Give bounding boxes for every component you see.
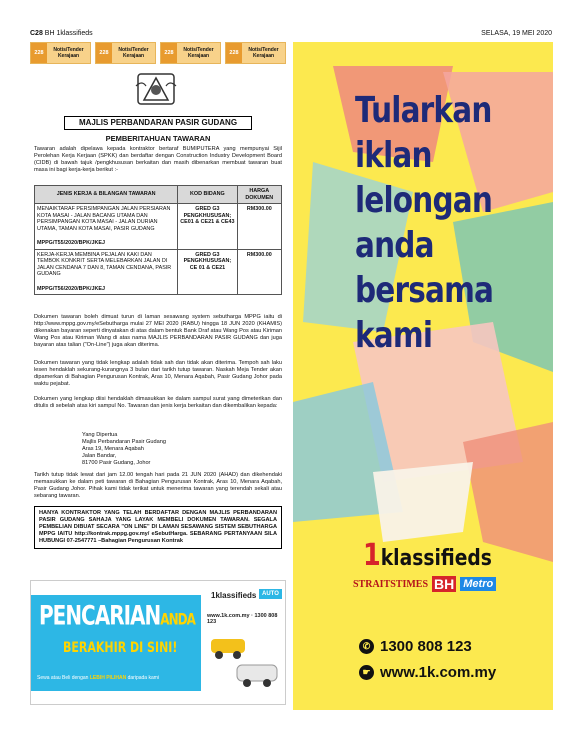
notice-title: PEMBERITAHUAN TAWARAN xyxy=(105,134,211,143)
closing-info: Tarikh tutup tidak lewat dari jam 12.00 tengah hari pada 21 JUN 2020 (AHAD) dan dikehendaki memasukkan ke dalam peti tawaran di Bahagian Pengurusan Kontrak, Aras 10, Menara Aqabah, Pasir Gudang Johor. Pihak kami tidak terikat untuk menerima tawaran yang terendah sekali atau sebarang tawaran. xyxy=(34,472,282,499)
ad-phone[interactable]: ✆ 1300 808 123 xyxy=(359,638,472,655)
category-tab[interactable] xyxy=(225,42,286,64)
category-tabs xyxy=(30,42,286,64)
bh-logo: BH xyxy=(434,576,455,592)
work-description: MENAIKTARAF PERSIMPANGAN JALAN PERSIARAN KOTA MASAI - JALAN BACANG UTAMA DAN PERSIMPANGAN KOTA MASAI - JALAN DURIAN UTAMA, TAMAN KOTA MASAI, PASIR GUDANG xyxy=(37,206,171,232)
auto-promo-banner[interactable] xyxy=(30,580,286,705)
field-code: GRED G3 PENGKHUSUSAN; CE01 & CE21 & CE43 xyxy=(178,204,237,250)
document-price: RM300.00 xyxy=(237,249,281,295)
tab-label: Notis/Tender Kerajaan xyxy=(47,43,90,63)
table-row xyxy=(35,249,282,295)
col-header-price: HARGA DOKUMEN xyxy=(237,186,281,204)
promo-contact: www.1k.com.my · 1300 808 123 xyxy=(207,613,278,625)
publication-logos xyxy=(353,576,496,592)
pointer-icon: ☛ xyxy=(359,665,374,680)
tab-label: Notis/Tender Kerajaan xyxy=(177,43,220,63)
tab-label: Notis/Tender Kerajaan xyxy=(112,43,155,63)
promo-subheadline: BERAKHIR DI SINI! xyxy=(63,639,178,656)
phone-icon: ✆ xyxy=(359,639,374,654)
org-title: MAJLIS PERBANDARAN PASIR GUDANG xyxy=(64,116,252,130)
section-name: BH 1klassifieds xyxy=(44,30,93,37)
submission-info: Dokumen yang lengkap diisi hendaklah dimasukkan ke dalam sampul surat yang dimeterikan dan ditulis di sebelah atas kiri sampul No. Tawaran dan jenis kerja berkaitan dan dikembalikan kepada: xyxy=(34,396,282,409)
promo-logo: 1klassifieds xyxy=(211,591,257,600)
tender-code: MPPG/T55/2020/BPK/JKEJ xyxy=(37,240,106,246)
tab-label: Notis/Tender Kerajaan xyxy=(242,43,285,63)
category-tab[interactable] xyxy=(95,42,156,64)
page-date: SELASA, 19 MEI 2020 xyxy=(481,30,552,37)
straits-times-logo: STRAITSTIMES xyxy=(353,578,429,590)
field-code: GRED G3 PENGKHUSUSAN; CE 01 & CE21 xyxy=(178,249,237,295)
table-row xyxy=(35,204,282,250)
klassifieds-logo: 1klassifieds xyxy=(363,538,492,573)
category-tab[interactable] xyxy=(30,42,91,64)
tab-number: 228 xyxy=(96,43,112,63)
col-header-work: JENIS KERJA & BILANGAN TAWARAN xyxy=(35,186,178,204)
download-info: Dokumen tawaran boleh dimuat turun di laman sesawang system sebutharga MPPG iaitu di http://www.mppg.gov.my/eSebutharga mulai 27 MEI 2020 (RABU) hingga 18 JUN 2020 (KHAMIS) dikenakan bayaran seperti dinyatakan di atas dalam bentuk Bank Draf atau Wang Pos atau Kiriman Wang Pos atau Kiriman Wang di atas nama MAJLIS PERBANDARAN PASIR GUDANG dan juga bayaran atas talian ("On-Line") juga akan diterima. xyxy=(34,314,282,348)
promo-headline: PENCARIANANDA xyxy=(39,599,195,632)
work-description: KERJA-KERJA MEMBINA PEJALAN KAKI DAN TEMBOK KONKRIT SERTA MELEBARKAN JALAN DI JALAN CENDANA 7 DAN 8, TAMAN CENDANA, PASIR GUDANG xyxy=(37,251,172,277)
council-crest-icon xyxy=(134,70,178,108)
category-tab[interactable] xyxy=(160,42,221,64)
ad-website-link[interactable]: ☛ www.1k.com.my xyxy=(359,664,496,681)
promo-tagline: Sewa atau Beli dengan LEBIH PILIHAN daripada kami xyxy=(37,675,160,681)
tab-number: 228 xyxy=(161,43,177,63)
page-code: C28 xyxy=(30,30,43,37)
tab-number: 228 xyxy=(31,43,47,63)
document-price: RM300.00 xyxy=(237,204,281,250)
tender-code: MPPG/T56/2020/BPK/JKEJ xyxy=(37,285,106,292)
metro-logo: Metro xyxy=(460,577,496,591)
tender-table xyxy=(34,185,282,295)
notice-intro: Tawaran adalah dipelawa kepada kontraktor bertaraf BUMIPUTERA yang mempunyai Sijil Perolehan Kerja Kerjaan (SPKK) dan berdaftar dengan Construction Industry Development Board (CIDB) di bawah tajuk /pengkhususan berkaitan dan masih dibenarkan membuat tawaran buat masa ini bagi kerja-kerja berikut :- xyxy=(34,146,282,173)
return-address: Yang Dipertua Majlis Perbandaran Pasir Gudang Aras 19, Menara Aqabah Jalan Bandar, 81700 Pasir Gudang, Johor xyxy=(82,432,166,466)
page-header xyxy=(30,28,552,40)
auto-badge: AUTO xyxy=(259,589,282,599)
col-header-code: KOD BIDANG xyxy=(178,186,237,204)
klassifieds-advert[interactable] xyxy=(293,42,553,710)
validity-info: Dokumen tawaran yang tidak lengkap adalah tidak sah dan tidak akan diterima. Tempoh sah laku lesen hendaklah sekurang-kurangnya 3 bulan dari tarikh tutup tawaran. Naskah Meja Tender akan dipamerkan di Bahagian Pengurusan Kontrak, Aras 10, Menara Aqabah, Pasir Gudang Johor pada waktu pejabat. xyxy=(34,360,282,387)
tab-number: 228 xyxy=(226,43,242,63)
registration-notice: HANYA KONTRAKTOR YANG TELAH BERDAFTAR DENGAN MAJLIS PERBANDARAN PASIR GUDANG SAHAJA YANG LAYAK MEMBELI DOKUMEN TAWARAN. SEGALA PEMBELIAN DIBUAT SECARA "ON LINE" DI LAMAN SESAWANG SISTEM SEBUTHARGA MPPG IAITU http://kontrak.mppg.gov.my/ eSebutHarga. SEBARANG PERTANYAAN SILA HUBUNGI 07-2547771 –Bahagian Pengurusan Kontrak xyxy=(34,506,282,549)
ad-headline: Tularkan iklan lelongan anda bersama kami xyxy=(355,90,494,356)
car-illustration-icon xyxy=(207,629,283,691)
